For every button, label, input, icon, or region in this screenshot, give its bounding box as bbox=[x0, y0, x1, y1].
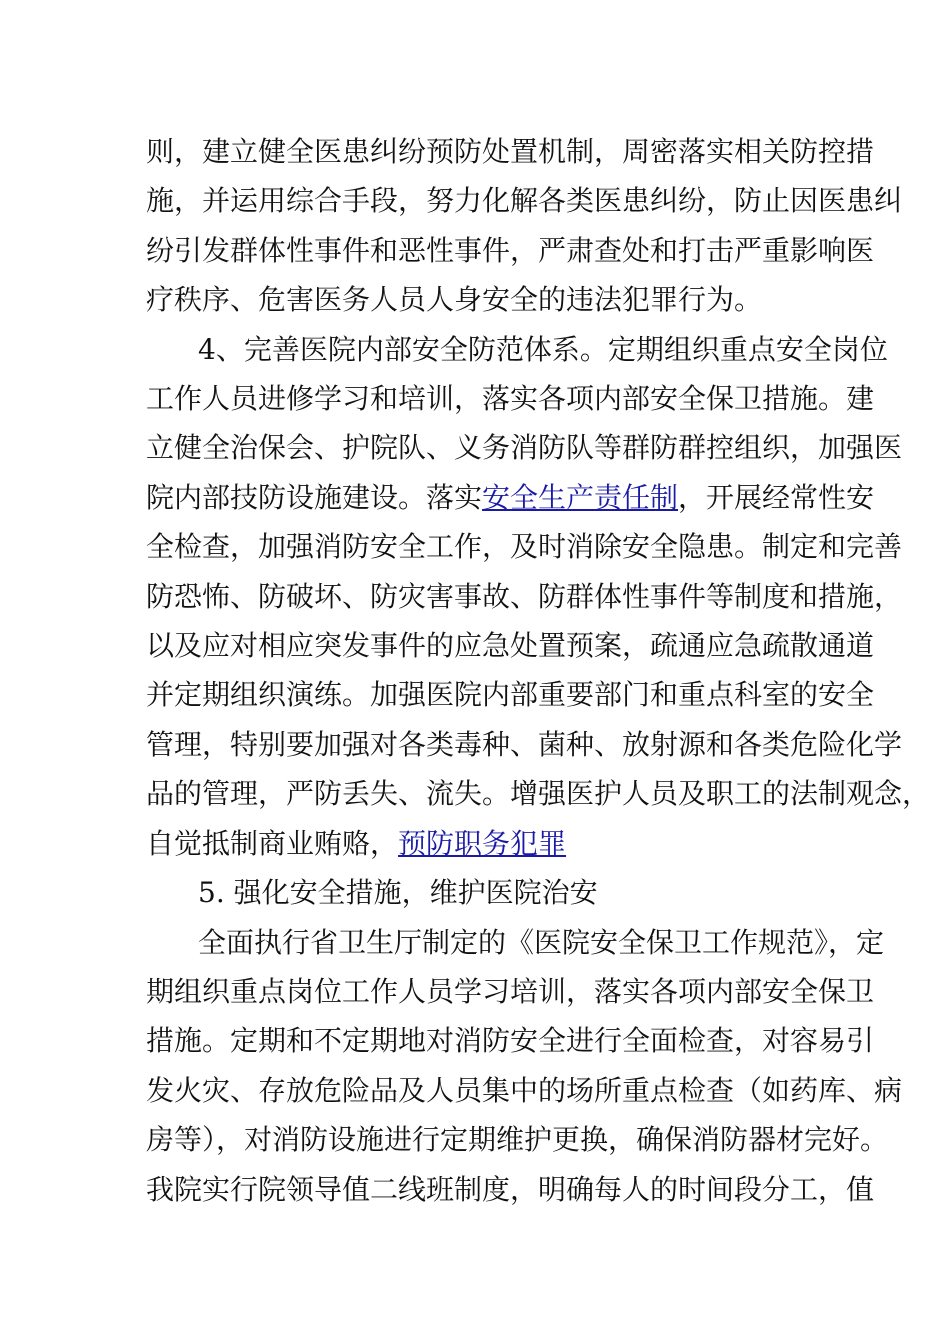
text-line: 4、完善医院内部安全防范体系。定期组织重点安全岗位 bbox=[198, 332, 888, 366]
text-fragment: ，开展经常性安 bbox=[678, 480, 875, 514]
text-line bbox=[146, 473, 875, 522]
section-heading: 5. 强化安全措施，维护医院治安 bbox=[198, 876, 598, 910]
text-line: 措施。定期和不定期地对消防安全进行全面检查，对容易引 bbox=[146, 1024, 875, 1058]
text-line: 全检查，加强消防安全工作，及时消除安全隐患。制定和完善 bbox=[146, 530, 903, 564]
text-line: 期组织重点岗位工作人员学习培训，落实各项内部安全保卫 bbox=[146, 974, 875, 1008]
text-line: 并定期组织演练。加强医院内部重要部门和重点科室的安全 bbox=[146, 678, 875, 712]
text-line: 则，建立健全医患纠纷预防处置机制，周密落实相关防控措 bbox=[146, 135, 875, 168]
link-safety-production-responsibility[interactable]: 安全生产责任制 bbox=[482, 480, 679, 514]
text-line: 疗秩序、危害医务人员人身安全的违法犯罪行为。 bbox=[146, 283, 763, 317]
text-line: 我院实行院领导值二线班制度，明确每人的时间段分工，值 bbox=[146, 1172, 875, 1206]
paragraph-internal-security-system bbox=[146, 325, 931, 868]
paragraph-dispute-prevention bbox=[146, 127, 903, 325]
text-line bbox=[146, 819, 810, 868]
text-line: 防恐怖、防破坏、防灾害事故、防群体性事件等制度和措施， bbox=[146, 579, 903, 613]
text-line: 纷引发群体性事件和恶性事件，严肃查处和打击严重影响医 bbox=[146, 233, 875, 267]
text-line: 全面执行省卫生厅制定的《医院安全保卫工作规范》，定 bbox=[198, 925, 885, 959]
text-line: 以及应对相应突发事件的应急处置预案，疏通应急疏散通道 bbox=[146, 629, 875, 663]
text-line: 品的管理，严防丢失、流失。增强医护人员及职工的法制观念， bbox=[146, 777, 931, 811]
text-fragment: 院内部技防设施建设。落实 bbox=[146, 480, 483, 514]
text-fragment: 自觉抵制商业贿赂， bbox=[146, 826, 399, 860]
document-body bbox=[146, 127, 931, 1214]
text-line: 工作人员进修学习和培训，落实各项内部安全保卫措施。建 bbox=[146, 382, 875, 416]
text-line: 施，并运用综合手段，努力化解各类医患纠纷，防止因医患纠 bbox=[146, 184, 903, 218]
link-prevent-job-crime[interactable]: 预防职务犯罪 bbox=[398, 826, 567, 860]
paragraph-security-measures bbox=[146, 918, 903, 1214]
section-heading-5 bbox=[146, 868, 810, 917]
text-line: 房等），对消防设施进行定期维护更换，确保消防器材完好。 bbox=[146, 1123, 889, 1157]
text-line: 立健全治保会、护院队、义务消防队等群防群控组织，加强医 bbox=[146, 431, 903, 465]
text-line: 发火灾、存放危险品及人员集中的场所重点检查（如药库、病 bbox=[146, 1073, 903, 1107]
text-line: 管理，特别要加强对各类毒种、菌种、放射源和各类危险化学 bbox=[146, 727, 903, 761]
